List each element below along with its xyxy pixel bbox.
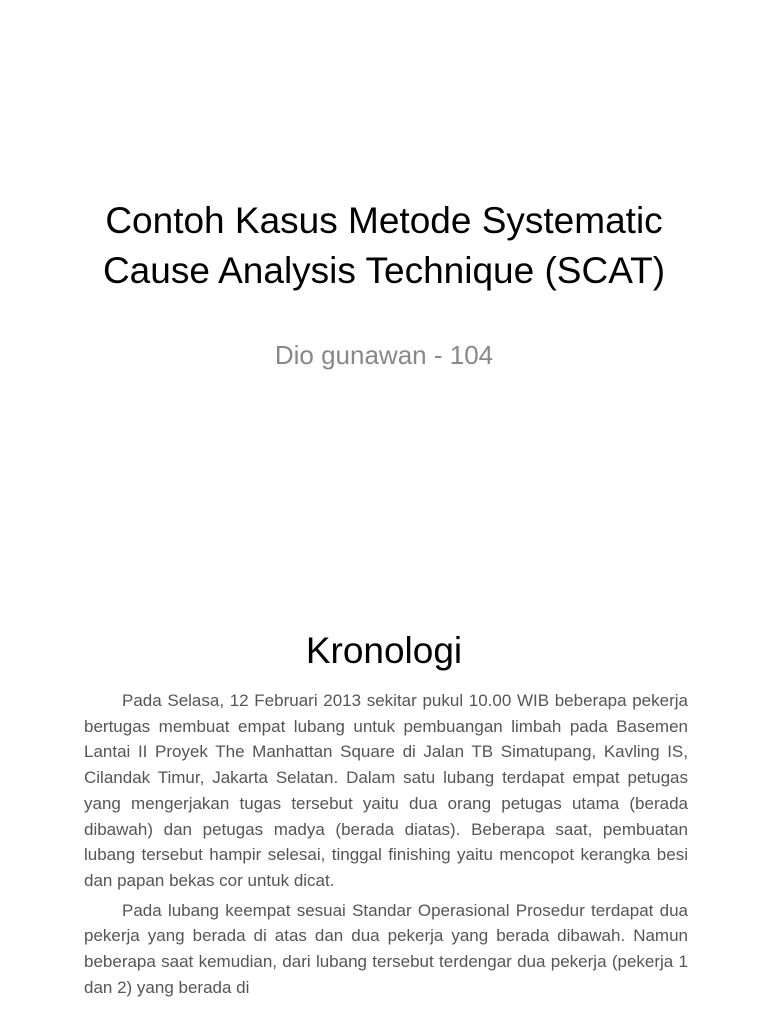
title-line-1: Contoh Kasus Metode Systematic	[105, 200, 663, 241]
slide-heading: Kronologi	[305, 630, 463, 671]
title-line-2: Cause Analysis Technique (SCAT)	[102, 250, 666, 291]
presentation-title	[40, 196, 728, 296]
paragraph-2: Pada lubang keempat sesuai Standar Operasional Prosedur terdapat dua pekerja yang berada di atas dan dua pekerja yang berada dibawah. Namun beberapa saat kemudian, dari lubang tersebut terdengar dua pekerja (pekerja 1 dan 2) yang berada di	[84, 900, 688, 997]
paragraph-1: Pada Selasa, 12 Februari 2013 sekitar pukul 10.00 WIB beberapa pekerja bertugas membuat empat lubang untuk pembuangan limbah pada Basemen Lantai II Proyek The Manhattan Square di Jalan TB Simatupang, Kavling IS, Cilandak Timur, Jakarta Selatan. Dalam satu lubang terdapat empat petugas yang mengerjakan tugas tersebut yaitu dua orang petugas utama (berada dibawah) dan petugas madya (berada diatas). Beberapa saat, pembuatan lubang tersebut hampir selesai, tinggal finishing yaitu mencopot kerangka besi dan papan bekas cor untuk dicat.	[84, 691, 688, 890]
presentation-subtitle: Dio gunawan - 104	[274, 340, 494, 370]
slide-body	[84, 688, 688, 1004]
content-slide	[0, 576, 768, 1024]
